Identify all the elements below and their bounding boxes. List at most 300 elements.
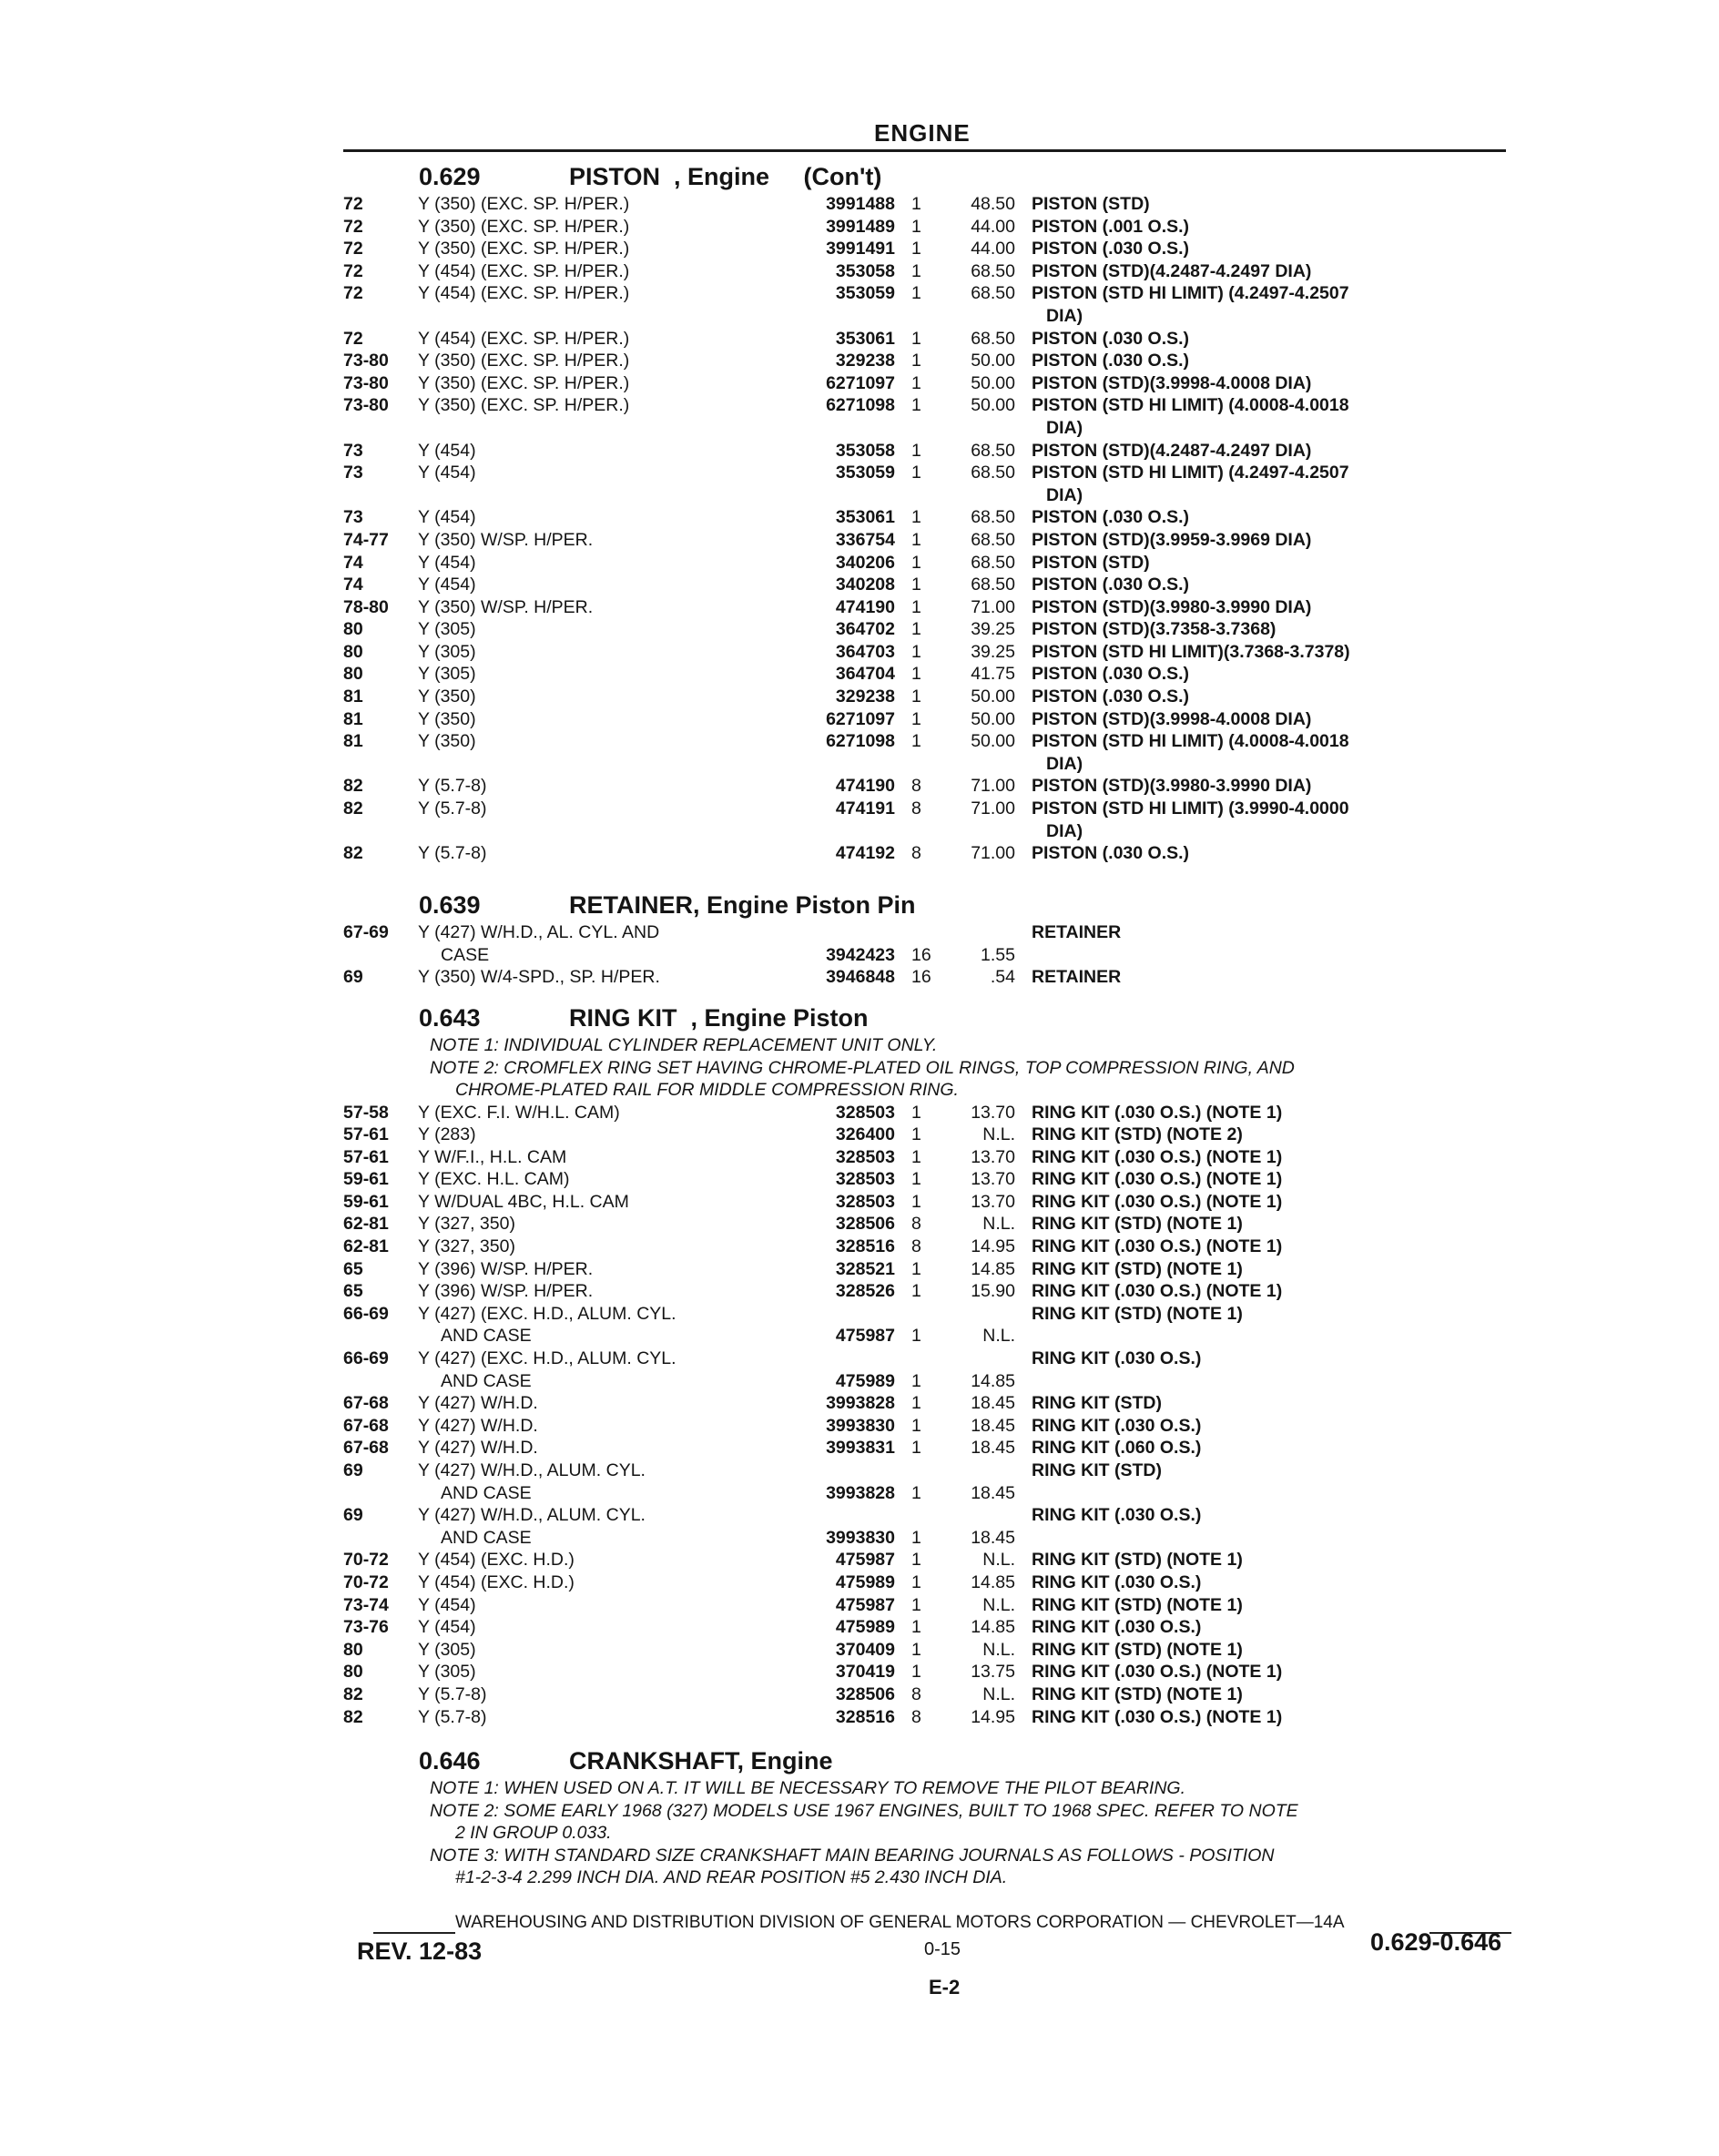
model-year: 66-69 [343,1348,389,1369]
price: 15.90 [971,1281,1015,1302]
quantity: 1 [911,351,921,371]
price: 13.70 [971,1169,1015,1190]
application-line: Y (427) W/H.D., ALUM. CYL. [418,1460,646,1480]
table-row [343,372,1527,395]
description [1032,216,1487,239]
description [1032,1706,1487,1729]
model-year: 69 [343,967,363,988]
quantity: 1 [911,463,921,483]
application [418,966,775,989]
application-line: Y (305) [418,641,476,662]
part-number: 6271097 [826,708,895,729]
model-year: 82 [343,1683,363,1704]
application [418,842,775,865]
application [418,1594,775,1617]
price: 68.50 [971,575,1015,595]
table-row [343,596,1527,619]
application [418,686,775,708]
description-line: RETAINER [1032,967,1122,988]
application-line: AND CASE [441,1527,532,1548]
price: 39.25 [971,641,1015,662]
quantity: 1 [911,1191,921,1212]
footer-revision: REV. 12-83 [357,1937,483,1965]
model-year: 73 [343,463,363,483]
footer-page-number: 0-15 [924,1939,961,1959]
application-line: Y (305) [418,664,476,685]
application-line: AND CASE [441,1326,532,1347]
quantity: 8 [911,843,921,864]
part-number: 328506 [835,1683,895,1704]
quantity: 1 [911,194,921,214]
description [1032,641,1487,664]
section-notes [430,1034,1527,1102]
description [1032,1213,1487,1236]
quantity: 1 [911,1258,921,1279]
model-year: 81 [343,731,363,752]
application-line: Y (5.7-8) [418,798,487,819]
quantity: 1 [911,283,921,304]
description-line: RING KIT (STD) (NOTE 1) [1032,1639,1243,1660]
quantity: 8 [911,1214,921,1235]
table-row [343,1303,1527,1348]
description [1032,921,1487,944]
application-line: Y (350) [418,731,476,752]
section-heading [343,160,1527,191]
table-row [343,216,1527,239]
quantity: 1 [911,395,921,416]
price: 18.45 [971,1482,1015,1503]
table-row [343,506,1527,529]
table-row [343,462,1527,506]
part-number: 370419 [835,1662,895,1683]
price: 68.50 [971,260,1015,281]
quantity: 1 [911,372,921,393]
application [418,216,775,239]
quantity: 1 [911,1124,921,1145]
description-line: PISTON (STD)(4.2487-4.2497 DIA) [1032,440,1312,461]
part-number: 328526 [835,1281,895,1302]
application-line: Y (283) [418,1124,476,1145]
part-number: 353059 [835,463,895,483]
quantity: 1 [911,1438,921,1459]
application [418,328,775,351]
description [1032,1415,1487,1438]
part-number: 3942423 [826,944,895,965]
table-row [343,798,1527,842]
model-year: 72 [343,216,363,237]
table-row [343,686,1527,708]
application-line: Y (427) W/H.D., AL. CYL. AND [418,922,660,942]
section-piston [343,160,1527,865]
section-heading [343,1002,1527,1032]
description-line: RETAINER [1032,922,1122,942]
quantity: 1 [911,1281,921,1302]
quantity: 1 [911,1482,921,1503]
description-line: PISTON (.030 O.S.) [1032,843,1190,864]
price: N.L. [982,1124,1015,1145]
table-row [343,1437,1527,1459]
description-line: PISTON (STD)(3.9998-4.0008 DIA) [1032,708,1312,729]
part-number: 3993830 [826,1527,895,1548]
application [418,1616,775,1639]
description-line: RING KIT (STD) (NOTE 1) [1032,1258,1243,1279]
description [1032,730,1487,775]
description-line: RING KIT (STD) (NOTE 1) [1032,1550,1243,1571]
note-line: 2 IN GROUP 0.033. [455,1823,612,1843]
application-line: Y (454) [418,552,476,573]
description-line: PISTON (.001 O.S.) [1032,216,1190,237]
description-line: PISTON (.030 O.S.) [1032,686,1190,707]
price: 41.75 [971,664,1015,685]
application [418,394,775,417]
application [418,506,775,529]
price: 71.00 [971,843,1015,864]
quantity: 1 [911,1662,921,1683]
application [418,1437,775,1459]
note-line: NOTE 2: SOME EARLY 1968 (327) MODELS USE 1967 ENGINES, BUILT TO 1968 SPEC. REFER TO NOTE [430,1800,1298,1821]
quantity: 1 [911,731,921,752]
quantity: 8 [911,798,921,819]
application-line: Y (454) [418,507,476,528]
quantity: 1 [911,440,921,461]
quantity: 8 [911,1236,921,1257]
part-number: 340208 [835,575,895,595]
price: 13.70 [971,1102,1015,1123]
table-row [343,1102,1527,1124]
description-line: RING KIT (.030 O.S.) (NOTE 1) [1032,1102,1283,1123]
model-year: 57-58 [343,1102,389,1123]
table-row [343,394,1527,439]
application-line: Y (350) W/4-SPD., SP. H/PER. [418,967,660,988]
part-number: 336754 [835,529,895,550]
part-number: 353061 [835,507,895,528]
model-year: 69 [343,1505,363,1526]
price: 50.00 [971,351,1015,371]
table-row [343,708,1527,731]
application-line: Y (305) [418,1662,476,1683]
application-line: Y (454) (EXC. H.D.) [418,1550,575,1571]
price: 13.70 [971,1146,1015,1167]
part-number: 3991491 [826,239,895,259]
table-row [343,1549,1527,1571]
application [418,193,775,216]
price: 14.95 [971,1236,1015,1257]
header-rule [343,149,1506,152]
application-line: AND CASE [441,1482,532,1503]
group-title: RETAINER, Engine Piston Pin [569,891,916,919]
price: 1.55 [981,944,1015,965]
application-line: Y (396) W/SP. H/PER. [418,1281,594,1302]
part-number: 353058 [835,260,895,281]
application [418,596,775,619]
model-year: 80 [343,641,363,662]
part-number: 328506 [835,1214,895,1235]
model-year: 80 [343,1662,363,1683]
application [418,1102,775,1124]
model-year: 69 [343,1460,363,1480]
model-year: 73-80 [343,351,389,371]
application [418,1459,775,1504]
application [418,641,775,664]
part-number: 329238 [835,686,895,707]
table-row [343,1124,1527,1146]
part-number: 353058 [835,440,895,461]
table-row [343,842,1527,865]
model-year: 82 [343,843,363,864]
quantity: 1 [911,552,921,573]
table-row [343,282,1527,327]
table-row [343,193,1527,216]
quantity: 1 [911,575,921,595]
model-year: 72 [343,328,363,349]
application [418,552,775,575]
model-year: 67-68 [343,1393,389,1414]
application-line: Y (427) W/H.D. [418,1393,538,1414]
description [1032,350,1487,372]
model-year: 67-69 [343,922,389,942]
price: 50.00 [971,372,1015,393]
application-line: Y (350) W/SP. H/PER. [418,596,594,617]
description [1032,529,1487,552]
application [418,1639,775,1662]
application-line: Y (350) (EXC. SP. H/PER.) [418,395,630,416]
description [1032,1639,1487,1662]
quantity: 8 [911,1706,921,1727]
description [1032,798,1487,842]
quantity: 16 [911,967,931,988]
application-line: Y (350) (EXC. SP. H/PER.) [418,194,630,214]
quantity: 1 [911,641,921,662]
section-heading [343,889,1527,920]
price: 18.45 [971,1393,1015,1414]
price: 50.00 [971,708,1015,729]
section-ring-kit [343,1002,1527,1728]
part-number: 6271097 [826,372,895,393]
section-heading [343,1744,1527,1775]
application [418,1258,775,1281]
part-number: 475989 [835,1571,895,1592]
quantity: 1 [911,1326,921,1347]
application-line: Y W/F.I., H.L. CAM [418,1146,567,1167]
part-number: 328503 [835,1102,895,1123]
application-line: Y (396) W/SP. H/PER. [418,1258,594,1279]
group-number: 0.646 [419,1747,481,1775]
part-number: 475987 [835,1594,895,1615]
description [1032,842,1487,865]
part-number: 364704 [835,664,895,685]
description [1032,552,1487,575]
description-line: RING KIT (STD) (NOTE 1) [1032,1303,1243,1324]
model-year: 70-72 [343,1571,389,1592]
model-year: 73-80 [343,395,389,416]
table-row [343,1191,1527,1214]
table-row [343,1415,1527,1438]
part-number: 6271098 [826,731,895,752]
model-year: 62-81 [343,1236,389,1257]
price: 14.85 [971,1617,1015,1638]
application-line: Y (327, 350) [418,1214,515,1235]
part-number: 3946848 [826,967,895,988]
group-number: 0.639 [419,891,481,919]
part-number: 3993830 [826,1415,895,1436]
table-row [343,1168,1527,1191]
application [418,1706,775,1729]
part-number: 353061 [835,328,895,349]
table-row [343,730,1527,775]
price: 13.75 [971,1662,1015,1683]
description-line: PISTON (.030 O.S.) [1032,575,1190,595]
application-line: Y (350) (EXC. SP. H/PER.) [418,372,630,393]
table-row [343,440,1527,463]
description-line: RING KIT (.030 O.S.) [1032,1415,1202,1436]
table-row [343,1683,1527,1706]
table-row [343,238,1527,260]
description-line: RING KIT (.030 O.S.) (NOTE 1) [1032,1169,1283,1190]
application-line: Y (454) [418,1617,476,1638]
description [1032,440,1487,463]
price: N.L. [982,1639,1015,1660]
description-line: DIA) [1046,417,1083,438]
table-row [343,1258,1527,1281]
description-line: RING KIT (STD) (NOTE 1) [1032,1683,1243,1704]
section-notes [430,1777,1527,1889]
table-row [343,1280,1527,1303]
application [418,1683,775,1706]
description-line: PISTON (STD)(4.2487-4.2497 DIA) [1032,260,1312,281]
table-row [343,1459,1527,1504]
note-line: NOTE 1: WHEN USED ON A.T. IT WILL BE NECESSARY TO REMOVE THE PILOT BEARING. [430,1778,1186,1798]
part-number: 328516 [835,1236,895,1257]
table-row [343,1236,1527,1258]
table-row [343,260,1527,283]
application [418,440,775,463]
description-line: RING KIT (.030 O.S.) (NOTE 1) [1032,1281,1283,1302]
description-line: DIA) [1046,820,1083,841]
group-title: PISTON , Engine (Con't) [569,163,882,190]
quantity: 1 [911,1571,921,1592]
description-line: PISTON (STD HI LIMIT) (4.0008-4.0018 [1032,395,1349,416]
model-year: 82 [343,798,363,819]
model-year: 62-81 [343,1214,389,1235]
description-line: PISTON (.030 O.S.) [1032,664,1190,685]
quantity: 1 [911,260,921,281]
description [1032,618,1487,641]
part-number: 3993828 [826,1393,895,1414]
application [418,1191,775,1214]
note-line: #1-2-3-4 2.299 INCH DIA. AND REAR POSITION #5 2.430 INCH DIA. [455,1867,1008,1887]
part-number: 353059 [835,283,895,304]
table-row [343,552,1527,575]
part-number: 475987 [835,1550,895,1571]
note-line: NOTE 3: WITH STANDARD SIZE CRANKSHAFT MAIN BEARING JOURNALS AS FOLLOWS - POSITION [430,1845,1275,1866]
part-number: 329238 [835,351,895,371]
application [418,730,775,753]
description-line: RING KIT (.030 O.S.) (NOTE 1) [1032,1662,1283,1683]
price: 71.00 [971,798,1015,819]
model-year: 73 [343,507,363,528]
description-line: RING KIT (STD) [1032,1460,1162,1480]
description-line: RING KIT (STD) [1032,1393,1162,1414]
description-line: RING KIT (.030 O.S.) [1032,1571,1202,1592]
description [1032,1594,1487,1617]
description-line: RING KIT (.030 O.S.) (NOTE 1) [1032,1236,1283,1257]
quantity: 8 [911,776,921,797]
description [1032,282,1487,327]
application-line: Y (5.7-8) [418,1706,487,1727]
table-row [343,1639,1527,1662]
model-year: 72 [343,260,363,281]
price: 50.00 [971,686,1015,707]
price: 13.70 [971,1191,1015,1212]
application [418,529,775,552]
footer-publisher-line: WAREHOUSING AND DISTRIBUTION DIVISION OF GENERAL MOTORS CORPORATION — CHEVROLET—14A [455,1913,1345,1932]
description [1032,394,1487,439]
application-line: Y (305) [418,619,476,640]
model-year: 73-74 [343,1594,389,1615]
quantity: 1 [911,1594,921,1615]
table-row [343,641,1527,664]
table-row [343,966,1527,989]
part-number: 340206 [835,552,895,573]
part-number: 474192 [835,843,895,864]
note-line: NOTE 1: INDIVIDUAL CYLINDER REPLACEMENT UNIT ONLY. [430,1035,938,1055]
model-year: 78-80 [343,596,389,617]
part-number: 474191 [835,798,895,819]
part-number: 364702 [835,619,895,640]
application-line: Y (5.7-8) [418,843,487,864]
model-year: 82 [343,776,363,797]
price: 68.50 [971,328,1015,349]
model-year: 57-61 [343,1146,389,1167]
footer-rule-left [373,1932,455,1934]
application-line: Y (EXC. H.L. CAM) [418,1169,570,1190]
application [418,574,775,596]
application [418,1124,775,1146]
price: .54 [990,967,1015,988]
model-year: 80 [343,1639,363,1660]
table-row [343,1616,1527,1639]
application-line: Y (454) [418,440,476,461]
part-number: 328521 [835,1258,895,1279]
part-number: 3993828 [826,1482,895,1503]
description [1032,260,1487,283]
quantity: 1 [911,1617,921,1638]
application [418,372,775,395]
price: N.L. [982,1326,1015,1347]
model-year: 80 [343,619,363,640]
quantity: 1 [911,708,921,729]
price: N.L. [982,1550,1015,1571]
table-row [343,1504,1527,1549]
application [418,282,775,305]
price: 14.85 [971,1258,1015,1279]
price: 68.50 [971,283,1015,304]
table-row [343,350,1527,372]
application-line: Y (350) (EXC. SP. H/PER.) [418,216,630,237]
application-line: Y (5.7-8) [418,1683,487,1704]
price: 44.00 [971,239,1015,259]
model-year: 72 [343,194,363,214]
price: 68.50 [971,529,1015,550]
description-line: PISTON (STD HI LIMIT) (4.2497-4.2507 [1032,463,1349,483]
table-row [343,1571,1527,1594]
description-line: PISTON (STD)(3.7358-3.7368) [1032,619,1277,640]
application [418,1146,775,1169]
model-year: 81 [343,686,363,707]
quantity: 1 [911,1169,921,1190]
description-line: PISTON (STD HI LIMIT)(3.7368-3.7378) [1032,641,1350,662]
description-line: PISTON (STD)(3.9959-3.9969 DIA) [1032,529,1312,550]
